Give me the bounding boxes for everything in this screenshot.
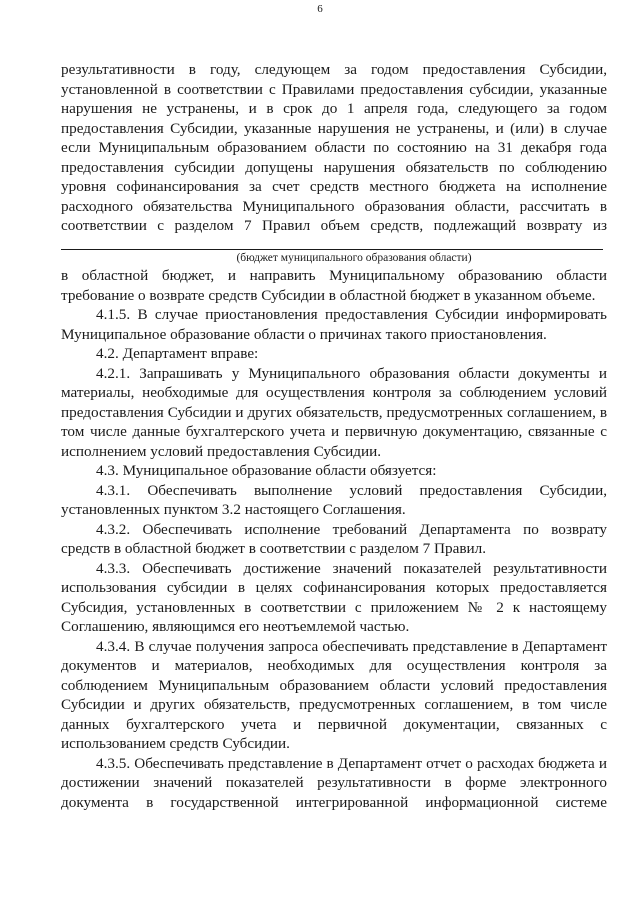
paragraph-continuation: результативности в году, следующем за годом предоставления Субсидии, установленной в соответствии с Правилами предоставления субсидии, указанные нарушения не устранены, и в срок до 1 апреля года, следующего за годом предоставления Субсидии, указанные нарушения не устранены, и (или) в случае если Муниципальным образованием области по состоянию на 31 декабря года предоставления субсидии допущены нарушения обязательств по соблюдению уровня софинансирования за счет средств местного бюджета на исполнение расходного обязательства Муниципального образования области, рассчитать в соответствии с разделом 7 Правил объем средств, подлежащий возврату из bbox=[61, 61, 607, 234]
paragraph-4-2: 4.2. Департамент вправе: bbox=[96, 345, 259, 362]
page-number: 6 bbox=[317, 3, 323, 15]
paragraph-4-3-5: 4.3.5. Обеспечивать представление в Департамент отчет о расходах бюджета и достижении значений показателей результативности в форме электронного документа в государственной интегрированной информационной системе bbox=[61, 754, 607, 811]
paragraph-4-3: 4.3. Муниципальное образование области обязуется: bbox=[96, 462, 437, 479]
paragraph-4-3-3: 4.3.3. Обеспечивать достижение значений показателей результативности использования субсидии в целях софинансирования которых предоставляется Субсидия, установленных в соответствии с приложением № 2 к настоящему Соглашению, являющимся его неотъемлемой частью. bbox=[61, 559, 607, 635]
document-body bbox=[61, 60, 607, 812]
paragraph-4-3-2: 4.3.2. Обеспечивать исполнение требований Департамента по возврату средств в областной бюджет в соответствии с разделом 7 Правил. bbox=[61, 520, 607, 557]
paragraph-4-3-4: 4.3.4. В случае получения запроса обеспечивать представление в Департамент документов и материалов, необходимых для осуществления контроля за соблюдением Муниципальным образованием области условий предоставления Субсидии и других обязательств, предусмотренных соглашением, в том числе данных бухгалтерского учета и первичной документации, связанных с использованием средств Субсидии. bbox=[61, 637, 607, 752]
paragraph-4-2-1: 4.2.1. Запрашивать у Муниципального образования области документы и материалы, необходимые для осуществления контроля за соблюдением условий предоставления Субсидии и других обязательств, предусмотренных соглашением, в том числе данные бухгалтерского учета и первичную документацию, связанные с исполнением условий предоставления Субсидии. bbox=[61, 364, 607, 460]
blank-caption: (бюджет муниципального образования области) bbox=[236, 252, 472, 264]
paragraph-4-1-5: 4.1.5. В случае приостановления предоставления Субсидии информировать Муниципальное образование области о причинах такого приостановления. bbox=[61, 306, 607, 343]
paragraph-4-3-1: 4.3.1. Обеспечивать выполнение условий предоставления Субсидии, установленных пунктом 3.2 настоящего Соглашения. bbox=[61, 481, 607, 518]
paragraph-after-blank: в областной бюджет, и направить Муниципальному образованию области требование о возврате средств Субсидии в областной бюджет в указанном объеме. bbox=[61, 267, 607, 304]
